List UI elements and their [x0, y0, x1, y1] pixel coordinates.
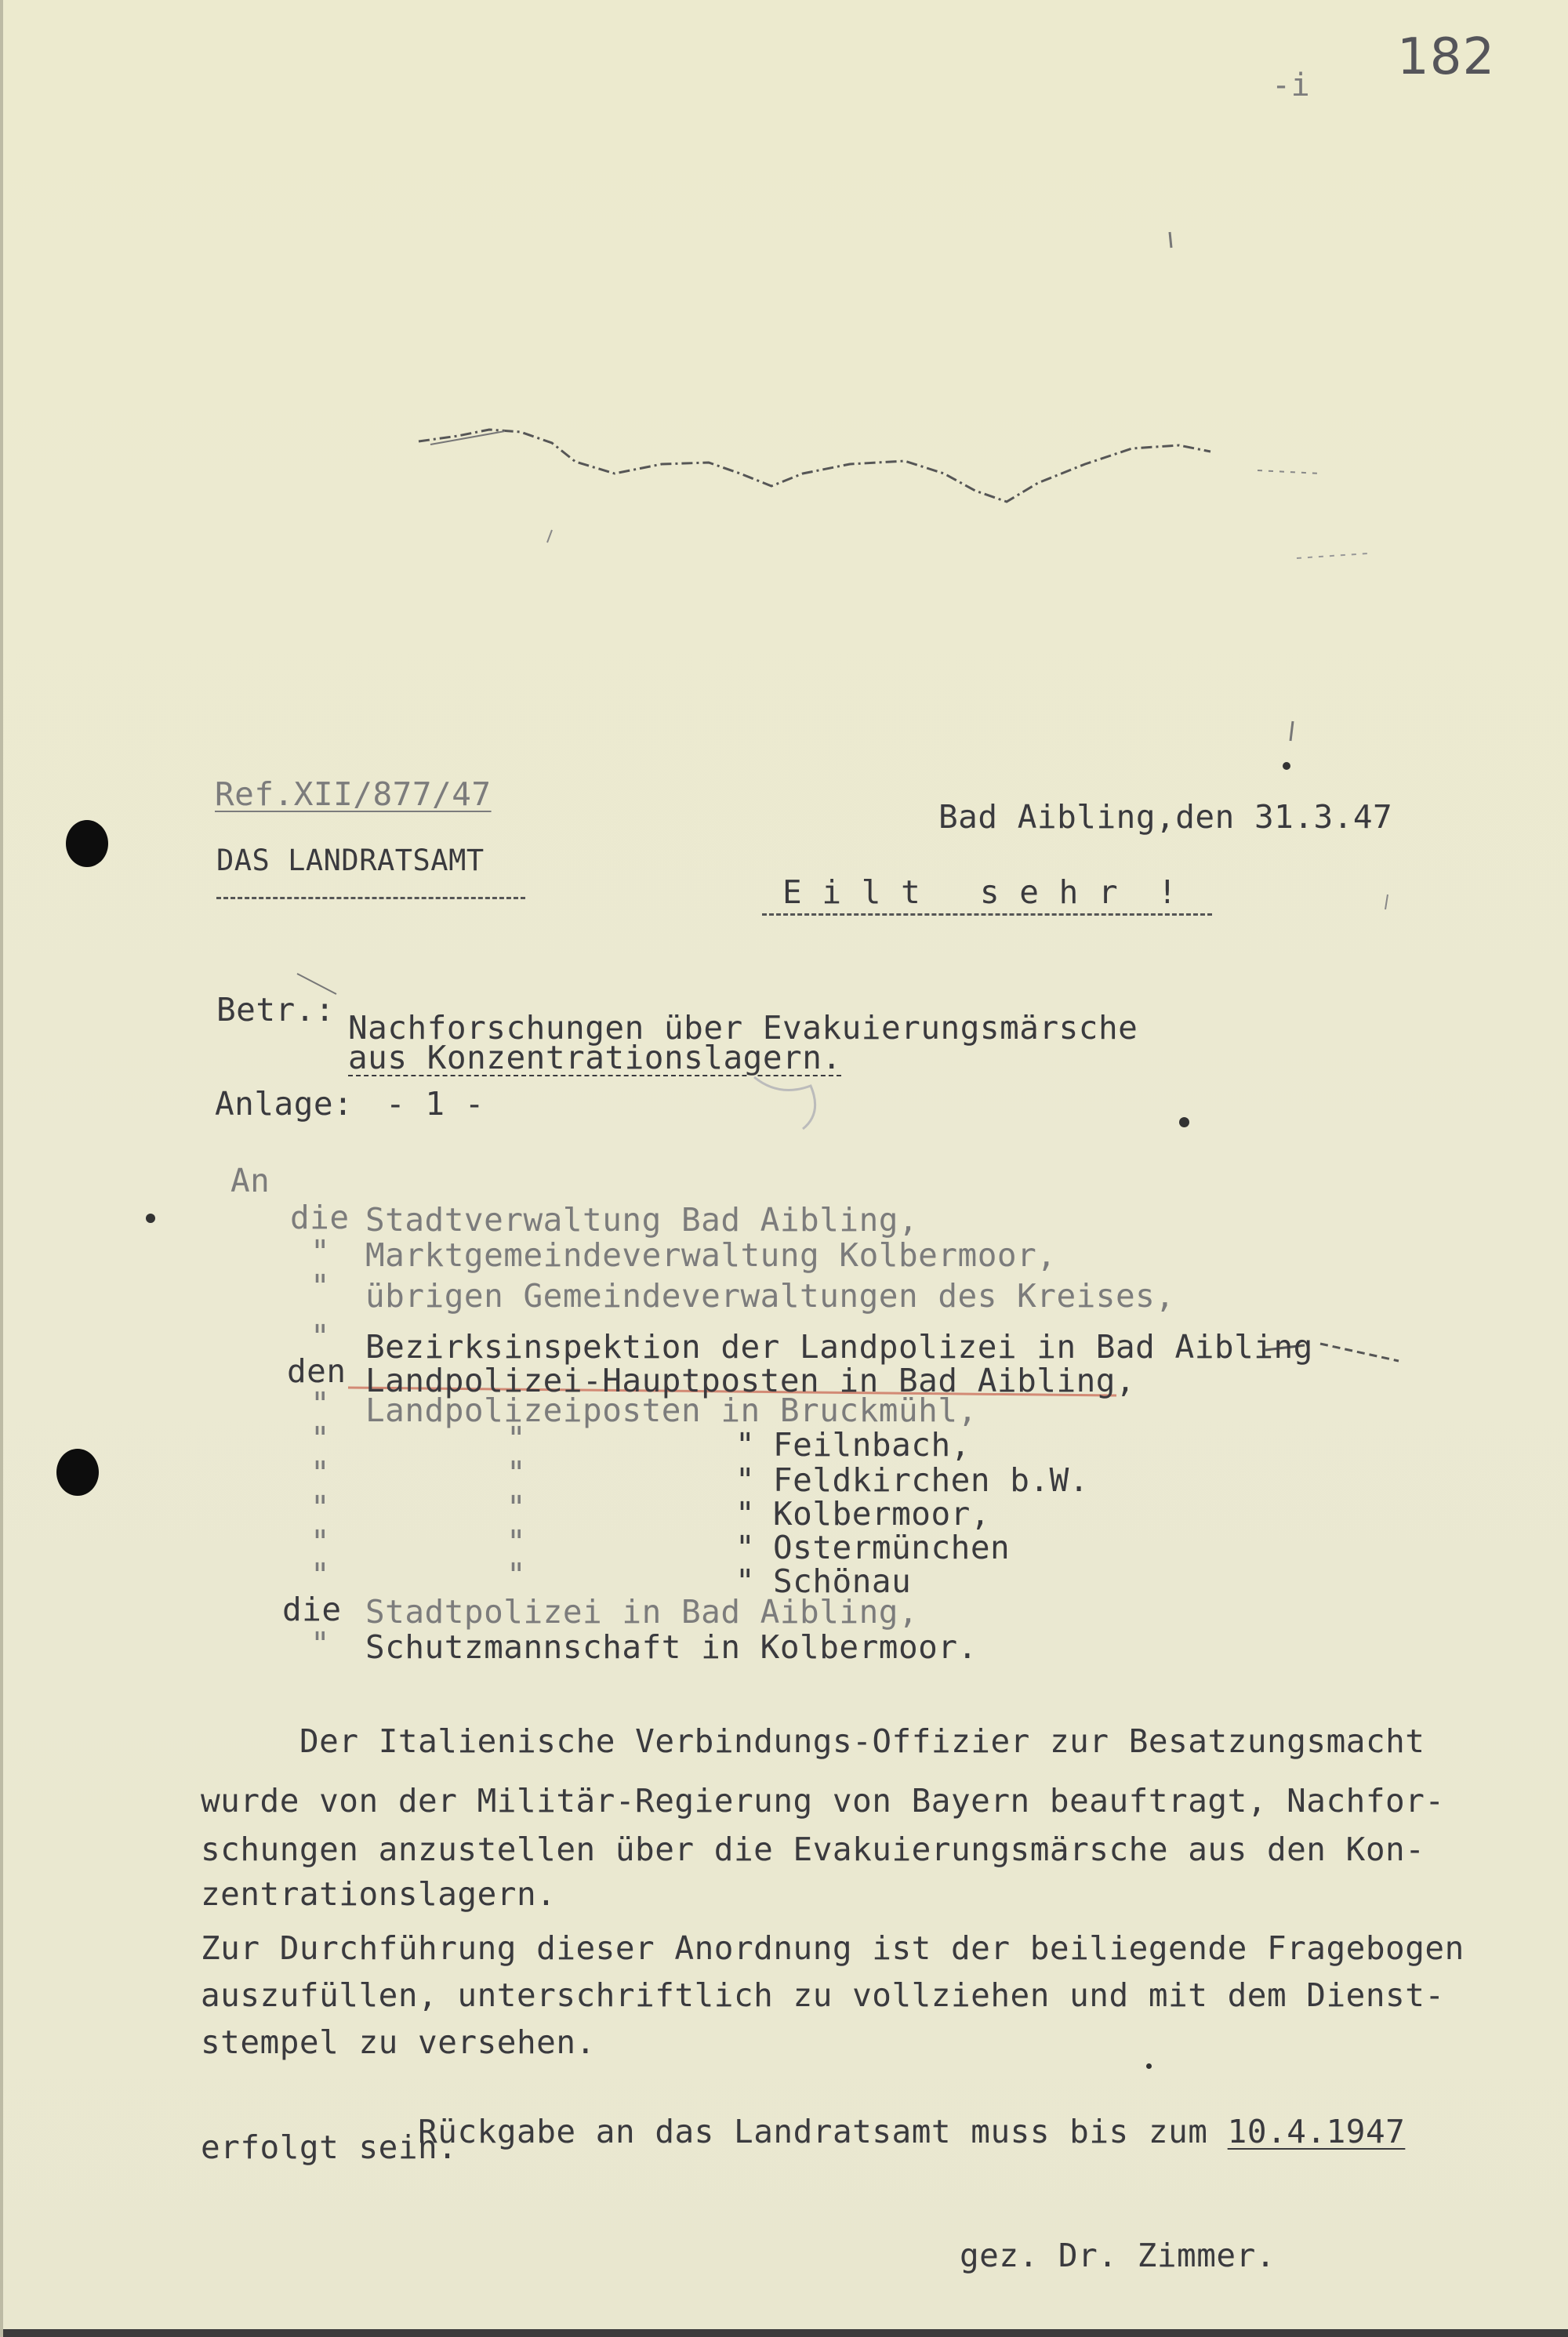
body-line: wurde von der Militär-Regierung von Bayern beauftragt, Nachfor-	[201, 1782, 1445, 1820]
body-line	[299, 2078, 1405, 2186]
recipient-name: Schutzmannschaft in Kolbermoor.	[365, 1628, 978, 1666]
recipient-name: Stadtverwaltung Bad Aibling,	[365, 1201, 919, 1239]
recipient-ditto: "	[506, 1420, 527, 1457]
recipient-prefix: "	[310, 1556, 331, 1594]
enclosure-label: Anlage:	[215, 1085, 354, 1123]
recipient-ditto: "	[735, 1562, 756, 1600]
recipient-ditto: "	[735, 1529, 756, 1566]
recipient-name: Landpolizeiposten in Bruckmühl,	[365, 1392, 978, 1429]
recipient-name: Ostermünchen	[773, 1529, 1011, 1566]
signature: gez. Dr. Zimmer.	[960, 2237, 1276, 2274]
recipient-ditto: "	[506, 1556, 527, 1594]
recipient-name: Stadtpolizei in Bad Aibling,	[365, 1593, 919, 1631]
recipient-name: Landpolizei-Hauptposten in Bad Aibling,	[365, 1362, 1136, 1399]
recipient-name: Kolbermoor,	[773, 1495, 991, 1533]
page-number-mark: -i	[1272, 67, 1311, 103]
ink-speck	[1146, 2063, 1152, 2069]
body-line: zentrationslagern.	[201, 1875, 557, 1913]
subject-line-2: aus Konzentrationslagern.	[348, 1039, 842, 1076]
ink-speck	[1283, 762, 1290, 770]
recipient-prefix: "	[310, 1420, 331, 1457]
subject-label: Betr.:	[216, 991, 336, 1029]
recipient-name: Bezirksinspektion der Landpolizei in Bad Aibling	[365, 1328, 1313, 1366]
recipient-prefix: "	[310, 1454, 331, 1492]
recipient-prefix: "	[310, 1233, 331, 1271]
recipient-ditto: "	[506, 1523, 527, 1561]
recipient-prefix: die	[282, 1591, 342, 1628]
recipient-name: übrigen Gemeindeverwaltungen des Kreises,	[365, 1277, 1175, 1315]
recipient-prefix: "	[310, 1625, 331, 1663]
authority-underline	[216, 897, 525, 899]
recipient-prefix: den	[287, 1352, 347, 1390]
return-deadline-text: Rückgabe an das Landratsamt muss bis zum	[418, 2113, 1228, 2150]
body-line: erfolgt sein.	[201, 2128, 458, 2166]
recipient-ditto: "	[735, 1495, 756, 1533]
ink-speck	[146, 1214, 155, 1223]
recipient-prefix: "	[310, 1489, 331, 1526]
return-deadline-date: 10.4.1947	[1227, 2113, 1406, 2150]
recipients-intro: An	[230, 1162, 270, 1199]
recipient-prefix: "	[310, 1385, 331, 1423]
recipient-prefix: die	[290, 1199, 350, 1236]
recipient-ditto: "	[735, 1461, 756, 1499]
reference-number: Ref.XII/877/47	[215, 775, 492, 813]
punch-hole-bottom	[56, 1449, 99, 1496]
urgency-note: E i l t s e h r !	[782, 873, 1178, 911]
page-number: 182	[1397, 28, 1496, 86]
enclosure-value: - 1 -	[386, 1085, 485, 1123]
body-line: stempel zu versehen.	[201, 2023, 596, 2061]
recipient-ditto: "	[506, 1454, 527, 1492]
body-line: auszufüllen, unterschriftlich zu vollziehen und mit dem Dienst-	[201, 1976, 1445, 2014]
recipient-prefix: "	[310, 1318, 331, 1355]
body-line: Der Italienische Verbindungs-Offizier zur Besatzungsmacht	[299, 1722, 1425, 1760]
recipient-name: Feldkirchen b.W.	[773, 1461, 1089, 1499]
ink-speck	[1179, 1117, 1189, 1127]
body-line: schungen anzustellen über die Evakuierungsmärsche aus den Kon-	[201, 1831, 1425, 1868]
issuing-authority: DAS LANDRATSAMT	[216, 844, 485, 877]
recipient-name: Marktgemeindeverwaltung Kolbermoor,	[365, 1236, 1057, 1274]
recipient-name: Schönau	[773, 1562, 912, 1600]
body-line: Zur Durchführung dieser Anordnung ist der beiliegende Fragebogen	[201, 1929, 1465, 1967]
subject-line-1: Nachforschungen über Evakuierungsmärsche	[348, 1009, 1138, 1047]
urgency-underline	[762, 913, 1212, 916]
punch-hole-top	[66, 820, 108, 867]
recipient-ditto: "	[506, 1489, 527, 1526]
recipient-ditto: "	[735, 1426, 756, 1464]
recipient-prefix: "	[310, 1268, 331, 1305]
recipient-name: Feilnbach,	[773, 1426, 971, 1464]
recipient-prefix: "	[310, 1523, 331, 1561]
place-and-date: Bad Aibling,den 31.3.47	[938, 798, 1393, 836]
